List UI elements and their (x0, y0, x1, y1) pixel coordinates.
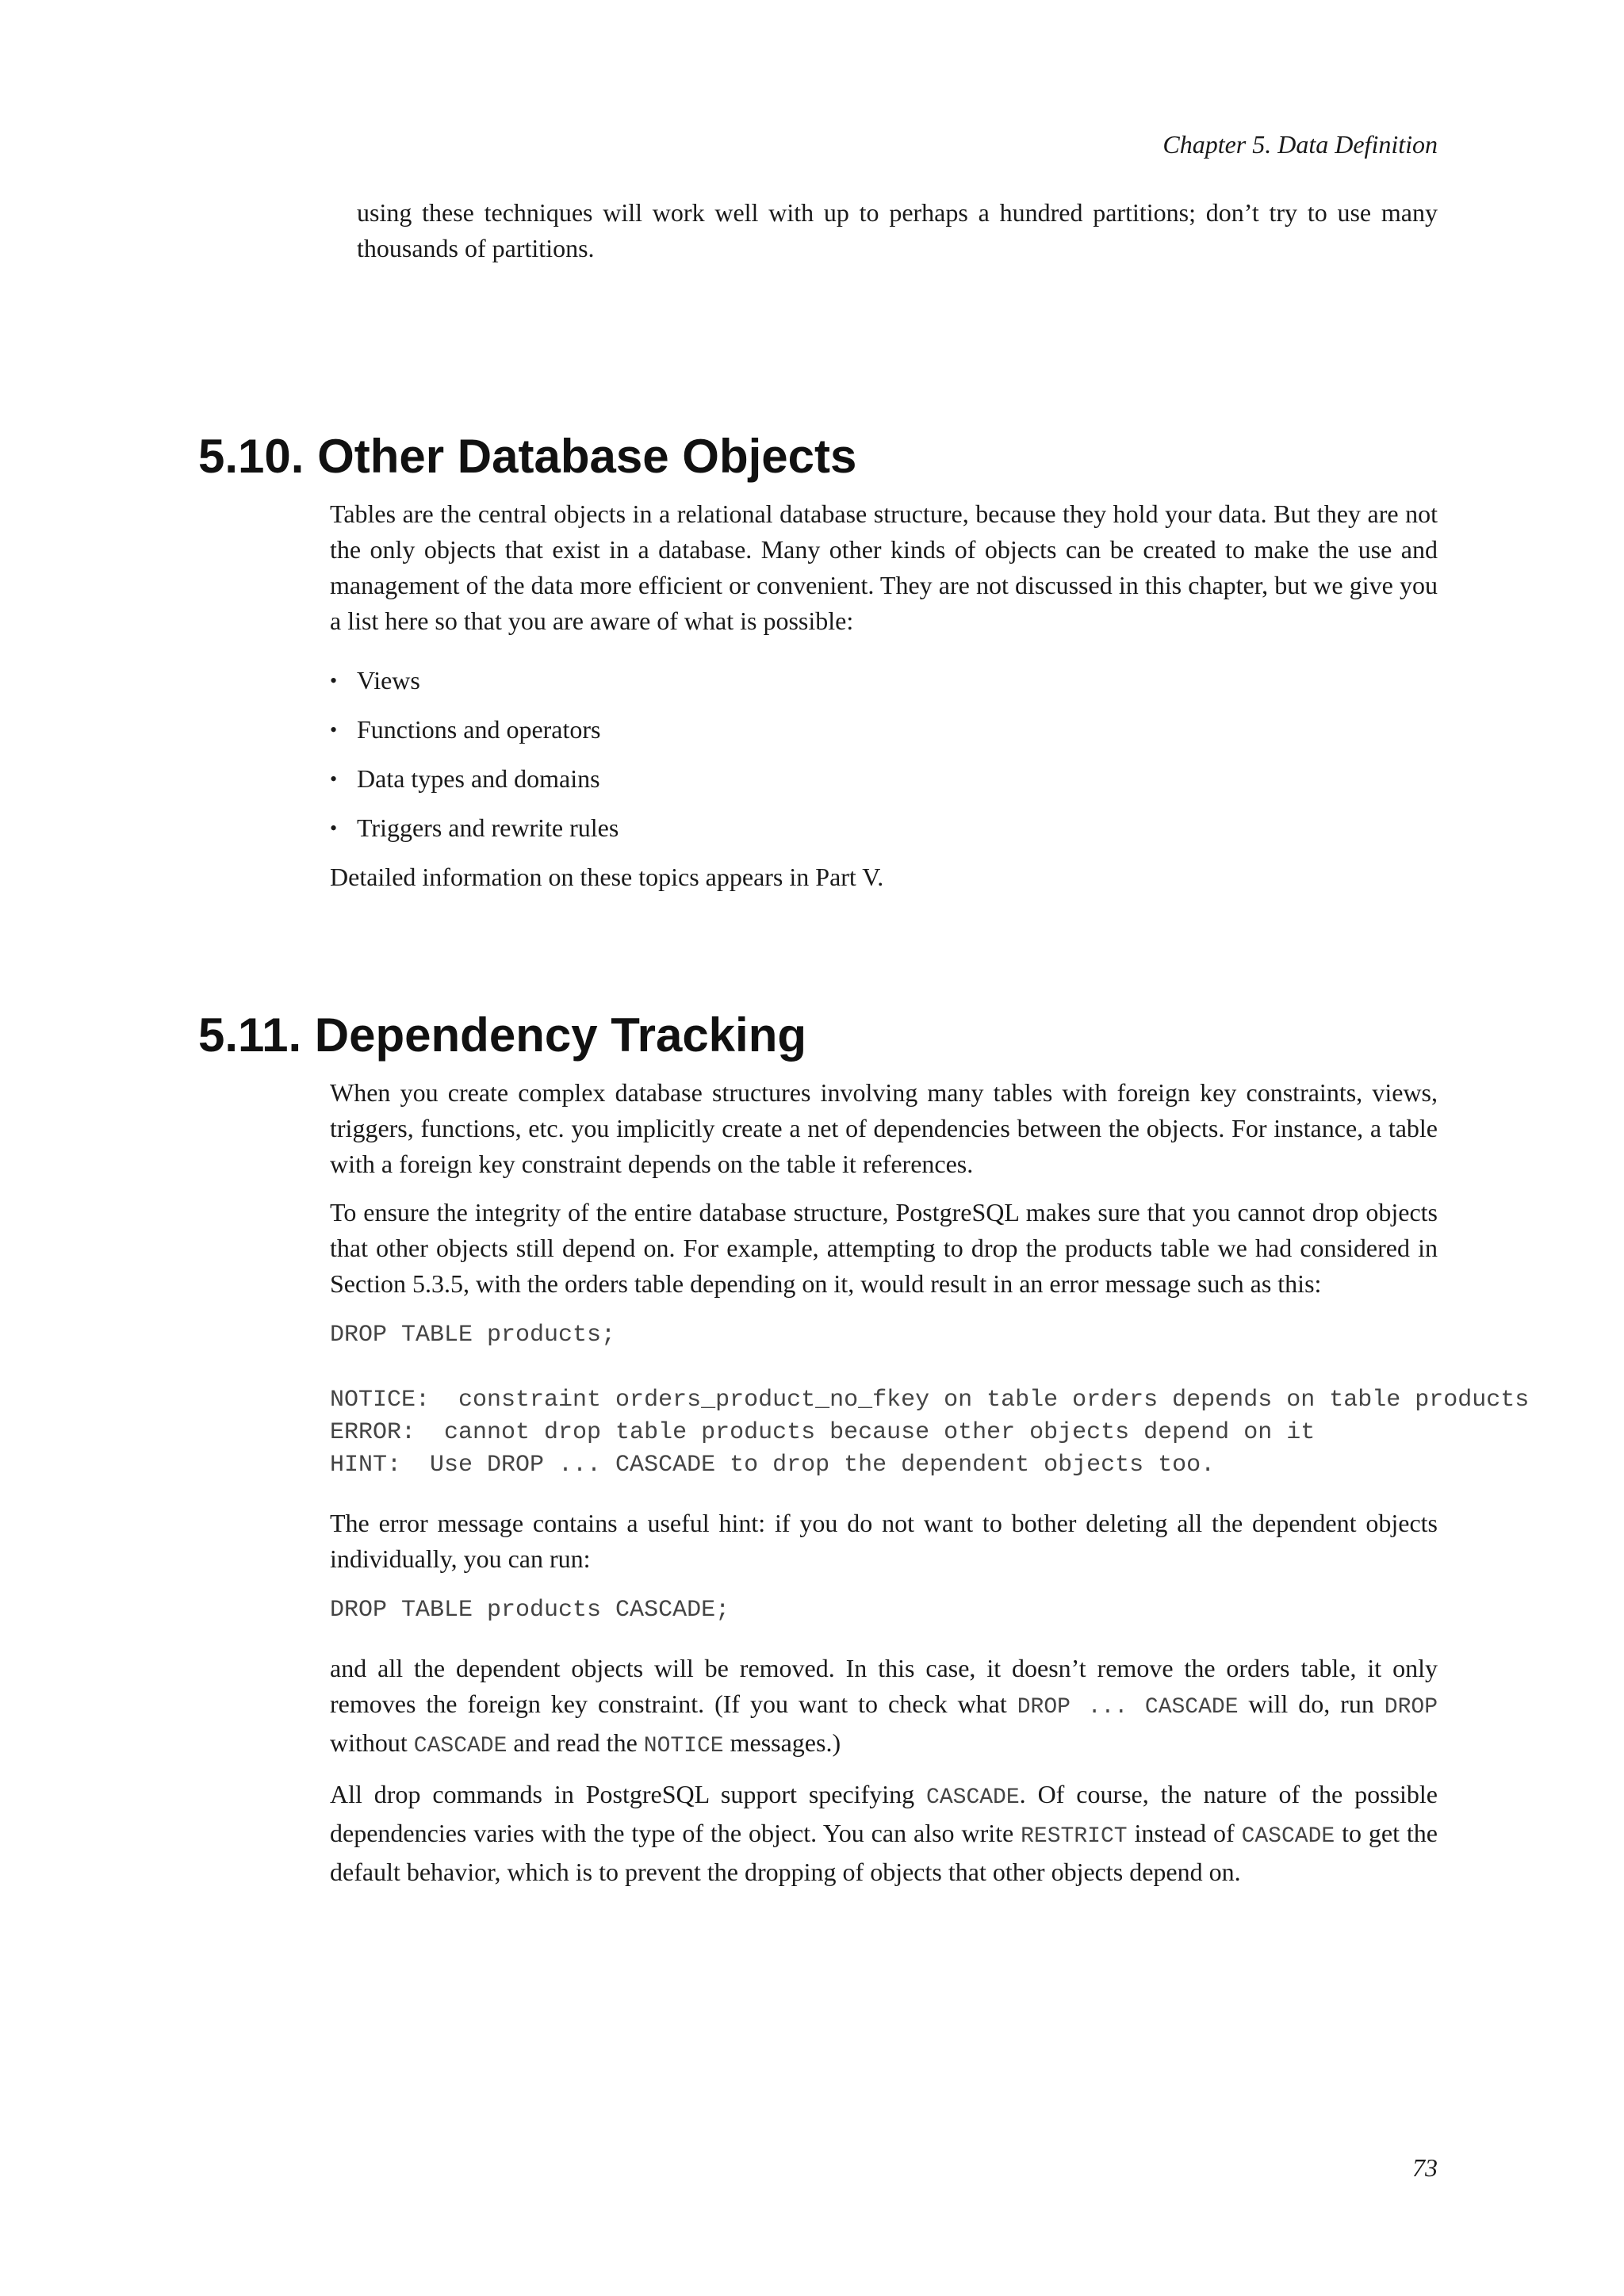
bullet-icon: • (330, 669, 338, 692)
inline-code: DROP (1384, 1695, 1438, 1720)
paragraph-3: The error message contains a useful hint: if you do not want to bother deleting all the dependent objects individually, you can run: (330, 1509, 1438, 1573)
inline-code: NOTICE (643, 1734, 724, 1758)
bullet-icon: • (330, 767, 338, 790)
inline-code: DROP ... CASCADE (1017, 1695, 1239, 1720)
inline-code: RESTRICT (1021, 1824, 1128, 1849)
section-body (330, 1075, 1530, 1890)
paragraph-5: All drop commands in PostgreSQL support specifying CASCADE. Of course, the nature of the possible dependencies varies with the type of the object. You can also write RESTRICT instead of CASCADE to get the default behavior, which is to prevent the dropping of objects that other objects depend on. (330, 1780, 1438, 1886)
list-item: • Triggers and rewrite rules (330, 810, 1438, 846)
page-number: 73 (1412, 2153, 1438, 2182)
inline-code: CASCADE (1241, 1824, 1335, 1849)
code-block-cascade: DROP TABLE products CASCADE; (330, 1597, 730, 1624)
inline-code: CASCADE (413, 1734, 508, 1758)
bullet-icon: • (330, 718, 338, 741)
object-list (330, 663, 1438, 846)
paragraph-2: To ensure the integrity of the entire database structure, PostgreSQL makes sure that you cannot drop objects that other objects still depend on. For example, attempting to drop the products table we had considered in Section 5.3.5, with the orders table depending on it, would result in an error message such as this: (330, 1198, 1438, 1298)
section-paragraph: Tables are the central objects in a relational database structure, because they hold your data. But they are not the only objects that exist in a database. Many other kinds of objects can be created to make the use and management of the data more efficient or convenient. They are not discussed in this chapter, but we give you a list here so that you are aware of what is possible: (330, 499, 1438, 635)
section-other-database-objects (198, 425, 1624, 908)
section-heading: 5.10. Other Database Objects (198, 430, 857, 483)
section-body (330, 496, 1438, 895)
paragraph-1: When you create complex database structures involving many tables with foreign key constraints, views, triggers, functions, etc. you implicitly create a net of dependencies between the objects. For instance, a table with a foreign key constraint depends on the table it references. (330, 1078, 1438, 1178)
list-item: • Functions and operators (330, 712, 1438, 748)
inline-code: CASCADE (926, 1785, 1020, 1810)
section-dependency-tracking (198, 1004, 1624, 1903)
section-closing-paragraph: Detailed information on these topics appears in Part V. (330, 863, 884, 891)
section-heading: 5.11. Dependency Tracking (198, 1008, 807, 1062)
bullet-icon: • (330, 817, 338, 840)
list-item: • Views (330, 663, 1438, 698)
paragraph-4: and all the dependent objects will be removed. In this case, it doesn’t remove the orders table, it only removes the foreign key constraint. (If you want to check what DROP ... CASCADE will do, run DROP without CASCADE and read the NOTICE messages.) (330, 1654, 1438, 1758)
list-item: • Data types and domains (330, 761, 1438, 797)
code-block-error: DROP TABLE products; NOTICE: constraint orders_product_no_fkey on table orders depends on table products ERROR: cannot drop table products because other objects depend on it HINT: Use DROP ... CASCADE to drop the dependent objects too. (330, 1322, 1530, 1479)
running-header: Chapter 5. Data Definition (1162, 130, 1438, 159)
intro-paragraph: using these techniques will work well with up to perhaps a hundred partitions; don’t try to use many thousands of partitions. (357, 198, 1438, 262)
